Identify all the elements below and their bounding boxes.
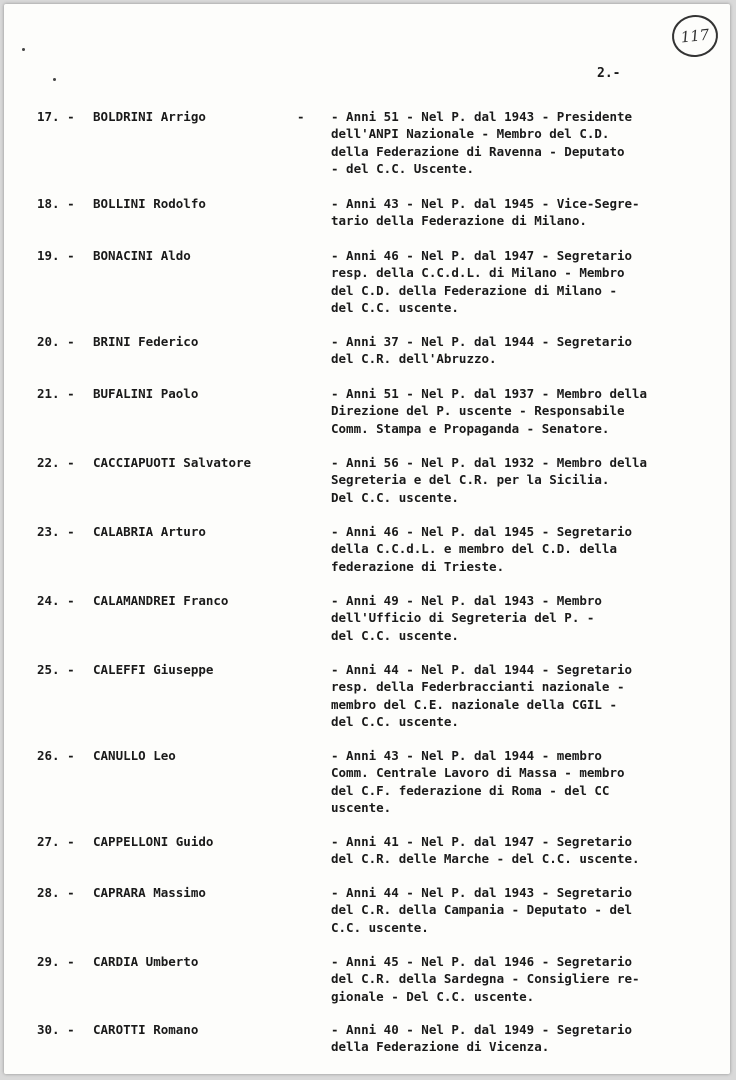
entry-description-line: - Anni 44 - Nel P. dal 1944 - Segretario: [331, 662, 633, 677]
entry-description: [331, 884, 723, 936]
entry-description-line: del C.R. della Campania - Deputato - del: [331, 902, 633, 918]
entry-description-line: resp. della C.C.d.L. di Milano - Membro: [331, 265, 625, 281]
entry-description: [331, 454, 723, 506]
entry-description: [331, 523, 723, 575]
entry-description-line: Direzione del P. uscente - Responsabile: [331, 403, 625, 419]
entry-description-line: - Anni 56 - Nel P. dal 1932 - Membro della: [331, 455, 648, 470]
entry-name: BRINI Federico: [93, 334, 199, 349]
entry-number: 19. -: [37, 248, 75, 263]
page-number: 2.-: [597, 66, 621, 81]
entry-number: 25. -: [37, 662, 75, 677]
entry-description-line: del C.R. della Sardegna - Consigliere re-: [331, 971, 640, 987]
entry-description-line: - Anni 41 - Nel P. dal 1947 - Segretario: [331, 834, 633, 849]
entry-description: [331, 592, 723, 644]
entry-description-line: del C.D. della Federazione di Milano -: [331, 282, 617, 298]
entry-description-line: membro del C.E. nazionale della CGIL -: [331, 696, 617, 712]
entry-description-line: - Anni 51 - Nel P. dal 1937 - Membro della: [331, 386, 648, 401]
entry-description-line: Comm. Centrale Lavoro di Massa - membro: [331, 765, 625, 781]
entry-description-line: - Anni 44 - Nel P. dal 1943 - Segretario: [331, 885, 633, 900]
entry-description: [331, 1021, 723, 1056]
entry-description-line: della Federazione di Ravenna - Deputato: [331, 143, 625, 159]
entry-description: [331, 385, 723, 437]
entry-description: [331, 108, 723, 177]
entry-number: 20. -: [37, 334, 75, 349]
entry-number: 22. -: [37, 455, 75, 470]
entry-name: BOLDRINI Arrigo: [93, 109, 206, 124]
entry-name: BOLLINI Rodolfo: [93, 196, 206, 211]
entry-description-line: C.C. uscente.: [331, 919, 429, 935]
entry-description-line: - Anni 43 - Nel P. dal 1945 - Vice-Segre-: [331, 196, 640, 211]
entry-number: 30. -: [37, 1022, 75, 1037]
entry-description: [331, 247, 723, 316]
entry-number: 29. -: [37, 954, 75, 969]
entry-description-line: del C.C. uscente.: [331, 713, 459, 729]
entry-description: [331, 333, 723, 368]
entry-name: CACCIAPUOTI Salvatore: [93, 455, 252, 470]
entry-description-line: - Anni 40 - Nel P. dal 1949 - Segretario: [331, 1022, 633, 1037]
entry-description-line: - Anni 45 - Nel P. dal 1946 - Segretario: [331, 954, 633, 969]
entry-description-line: - Anni 46 - Nel P. dal 1947 - Segretario: [331, 248, 633, 263]
entry-name: CARDIA Umberto: [93, 954, 199, 969]
entry-name: CAPRARA Massimo: [93, 885, 206, 900]
entry-number: 26. -: [37, 748, 75, 763]
entry-description-line: resp. della Federbraccianti nazionale -: [331, 679, 625, 695]
entry-description: [331, 953, 723, 1005]
entry-description-line: del C.C. uscente.: [331, 299, 459, 315]
entry-description-line: Comm. Stampa e Propaganda - Senatore.: [331, 420, 610, 436]
entry-description-line: del C.C. uscente.: [331, 627, 459, 643]
entry-name: CALABRIA Arturo: [93, 524, 206, 539]
entry-description-line: tario della Federazione di Milano.: [331, 213, 587, 229]
entry-description-line: del C.R. delle Marche - del C.C. uscente.: [331, 851, 640, 867]
archive-stamp: 117: [670, 13, 720, 60]
entry-description-line: della C.C.d.L. e membro del C.D. della: [331, 541, 617, 557]
entry-description-line: Segreteria e del C.R. per la Sicilia.: [331, 472, 610, 488]
entry-description-line: gionale - Del C.C. uscente.: [331, 988, 535, 1004]
entry-description: [331, 833, 723, 868]
entry-number: 28. -: [37, 885, 75, 900]
entry-description-line: - Anni 49 - Nel P. dal 1943 - Membro: [331, 593, 602, 608]
entry-name: CANULLO Leo: [93, 748, 176, 763]
entry-number: 24. -: [37, 593, 75, 608]
entry-description: [331, 661, 723, 730]
entry-name: CAROTTI Romano: [93, 1022, 199, 1037]
entry-description: [331, 747, 723, 816]
entry-number: 21. -: [37, 386, 75, 401]
entry-description-line: - Anni 37 - Nel P. dal 1944 - Segretario: [331, 334, 633, 349]
entry-description-line: dell'ANPI Nazionale - Membro del C.D.: [331, 126, 610, 142]
ink-speck: [53, 78, 56, 81]
entry-description-line: dell'Ufficio di Segreteria del P. -: [331, 610, 595, 626]
entry-name: BUFALINI Paolo: [93, 386, 199, 401]
entry-number: 17. -: [37, 109, 75, 124]
entry-description-line: - del C.C. Uscente.: [331, 160, 474, 176]
entry-name: CAPPELLONI Guido: [93, 834, 214, 849]
entry-description-line: uscente.: [331, 799, 392, 815]
entry-name: CALEFFI Giuseppe: [93, 662, 214, 677]
entry-extra-dash: -: [297, 109, 305, 124]
entry-description-line: federazione di Trieste.: [331, 558, 505, 574]
entry-number: 27. -: [37, 834, 75, 849]
entry-description-line: del C.R. dell'Abruzzo.: [331, 351, 497, 367]
ink-speck: [22, 48, 25, 51]
entry-description-line: della Federazione di Vicenza.: [331, 1039, 550, 1055]
document-page: [4, 4, 730, 1074]
entry-description-line: - Anni 51 - Nel P. dal 1943 - Presidente: [331, 109, 633, 124]
entry-description-line: - Anni 46 - Nel P. dal 1945 - Segretario: [331, 524, 633, 539]
entry-name: BONACINI Aldo: [93, 248, 191, 263]
entry-number: 23. -: [37, 524, 75, 539]
entry-number: 18. -: [37, 196, 75, 211]
entry-name: CALAMANDREI Franco: [93, 593, 229, 608]
entry-description: [331, 195, 723, 230]
entry-description-line: Del C.C. uscente.: [331, 489, 459, 505]
entry-description-line: - Anni 43 - Nel P. dal 1944 - membro: [331, 748, 602, 763]
entry-description-line: del C.F. federazione di Roma - del CC: [331, 782, 610, 798]
